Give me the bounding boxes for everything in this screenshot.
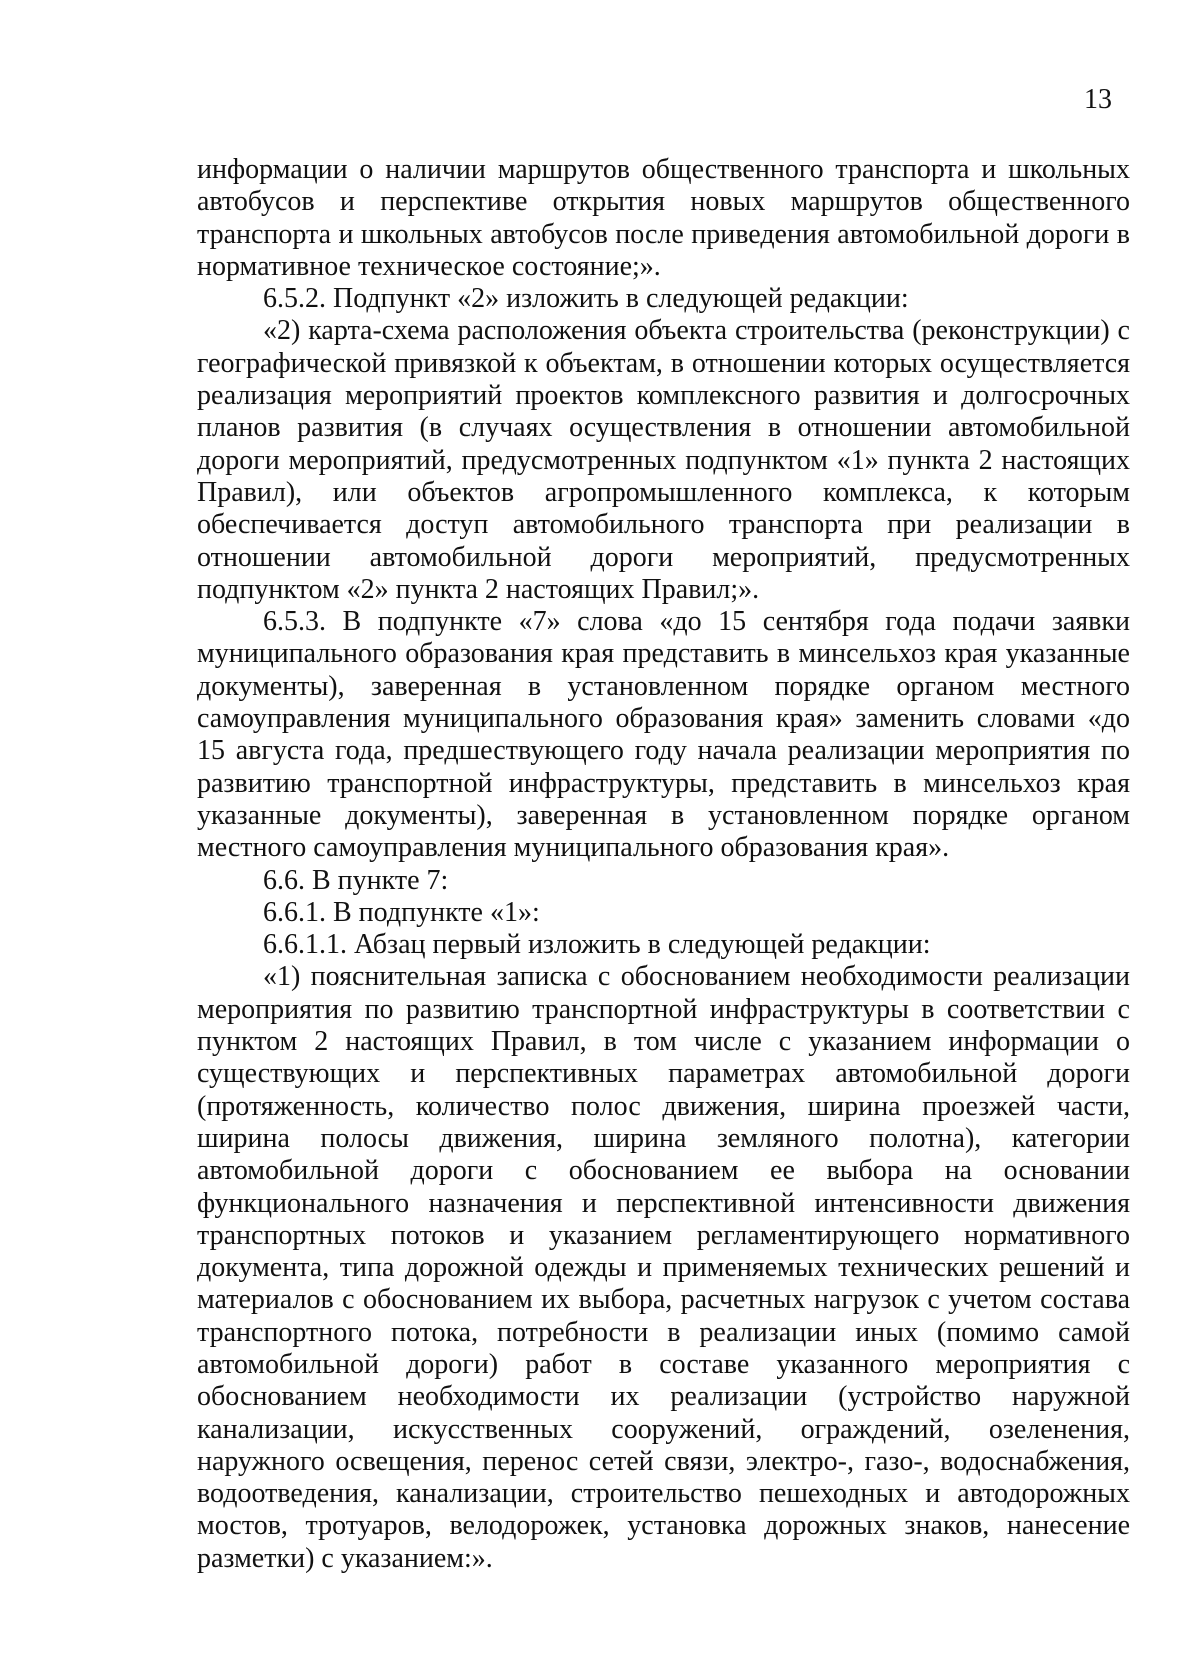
paragraph-6-5-3: 6.5.3. В подпункте «7» слова «до 15 сентября года подачи заявки муниципального образования края представить в минсельхоз края указанные документы), заверенная в установленном порядке органом местного самоуправления муниципального образования края» заменить словами «до 15 августа года, предшествующего году начала реализации мероприятия по развитию транспортной инфраструктуры, представить в минсельхоз края указанные документы), заверенная в установленном порядке органом местного самоуправления муниципального образования края».	[197, 606, 1130, 864]
paragraph-6-5-2-text: «2) карта-схема расположения объекта строительства (реконструкции) с географической привязкой к объектам, в отношении которых осуществляется реализация мероприятий проектов комплексного развития и долгосрочных планов развития (в случаях осуществления в отношении автомобильной дороги мероприятий, предусмотренных подпунктом «1» пункта 2 настоящих Правил), или объектов агропромышленного комплекса, к которым обеспечивается доступ автомобильного транспорта при реализации в отношении автомобильной дороги мероприятий, предусмотренных подпунктом «2» пункта 2 настоящих Правил;».	[197, 315, 1130, 605]
document-body	[197, 154, 1130, 1575]
paragraph-continuation: информации о наличии маршрутов общественного транспорта и школьных автобусов и перспективе открытия новых маршрутов общественного транспорта и школьных автобусов после приведения автомобильной дороги в нормативное техническое состояние;».	[197, 154, 1130, 282]
paragraph-6-6: 6.6. В пункте 7:	[263, 864, 449, 896]
page-number: 13	[1084, 84, 1112, 115]
paragraph-6-6-1-1-text: «1) пояснительная записка с обоснованием необходимости реализации мероприятия по развитию транспортной инфраструктуры в соответствии с пунктом 2 настоящих Правил, в том числе с указанием информации о существующих и перспективных параметрах автомобильной дороги (протяженность, количество полос движения, ширина проезжей части, ширина полосы движения, ширина земляного полотна), категории автомобильной дороги с обоснованием ее выбора на основании функционального назначения и перспективной интенсивности движения транспортных потоков и указанием регламентирующего нормативного документа, типа дорожной одежды и применяемых технических решений и материалов с обоснованием их выбора, расчетных нагрузок с учетом состава транспортного потока, потребности в реализации иных (помимо самой автомобильной дороги) работ в составе указанного мероприятия с обоснованием необходимости их реализации (устройство наружной канализации, искусственных сооружений, ограждений, озеленения, наружного освещения, перенос сетей связи, электро-, газо-, водоснабжения, водоотведения, канализации, строительство пешеходных и автодорожных мостов, тротуаров, велодорожек, установка дорожных знаков, нанесение разметки) с указанием:».	[197, 961, 1130, 1574]
paragraph-6-6-1-1: 6.6.1.1. Абзац первый изложить в следующей редакции:	[263, 929, 931, 961]
paragraph-6-5-2-heading: 6.5.2. Подпункт «2» изложить в следующей редакции:	[263, 283, 909, 315]
paragraph-6-6-1: 6.6.1. В подпункте «1»:	[263, 896, 540, 928]
